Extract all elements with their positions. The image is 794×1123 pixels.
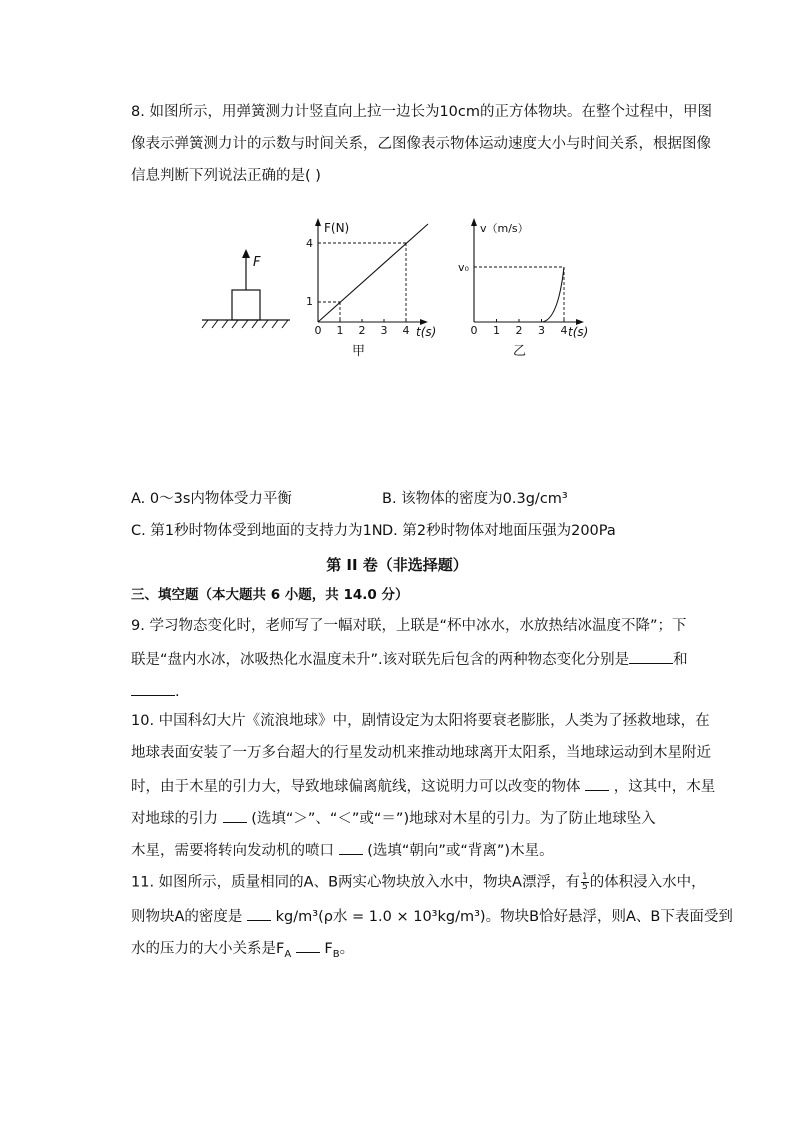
- q9-line-3: [131, 681, 180, 701]
- graph-jia-ytick-4: 4: [306, 237, 313, 250]
- q11-blank-2[interactable]: [296, 938, 320, 953]
- graph-yi-xlabel: t(s): [568, 325, 589, 339]
- graph-jia-ytick-1: 1: [306, 295, 313, 308]
- option-a: A. 0～3s内物体受力平衡: [131, 491, 292, 507]
- graph-yi-ytick-v0: v₀: [458, 261, 469, 274]
- q10-line-3: [131, 776, 715, 796]
- q10-blank-2[interactable]: [223, 808, 247, 823]
- ground-hatch: [202, 320, 288, 328]
- graph-yi-y-arrow: [471, 218, 477, 226]
- graph-jia-xtick-3: 3: [380, 324, 388, 337]
- graph-jia-xtick-0: 0: [314, 324, 322, 337]
- q9-blank-1[interactable]: [629, 649, 673, 664]
- cube-block: [232, 290, 260, 320]
- graph-yi-caption: 乙: [513, 344, 527, 359]
- block-force-figure: [198, 246, 294, 330]
- q11-fraction: [581, 873, 589, 892]
- q10-line-4b: (选填“＞”、“＜”或“＝”)地球对木星的引力。为了防止地球坠入: [251, 811, 656, 827]
- graph-jia-xtick-1: 1: [336, 324, 344, 337]
- q10-line-2: 地球表面安装了一万多台超大的行星发动机来推动地球离开太阳系，当地球运动到木星附近: [131, 745, 711, 761]
- q11-line-3a: 水的压力的大小关系是F: [131, 941, 285, 957]
- graph-jia-xtick-4: 4: [402, 324, 410, 337]
- graph-jia: [296, 214, 446, 364]
- graph-yi-xtick-0: 0: [470, 324, 478, 337]
- q8-line-1: 8. 如图所示，用弹簧测力计竖直向上拉一边长为10cm的正方体物块。在整个过程中，甲图: [131, 104, 712, 120]
- option-b: B. 该物体的密度为0.3g/cm³: [382, 491, 568, 507]
- q11-sub-b: B: [332, 948, 340, 960]
- q9-line-3-end: .: [175, 684, 180, 700]
- q11-line-1a: 11. 如图所示，质量相同的A、B两实心物块放入水中，物块A漂浮，有: [131, 874, 580, 891]
- force-arrowhead: [242, 249, 250, 258]
- graph-jia-data-line: [318, 224, 428, 322]
- q11-line-2a: 则物块A的密度是: [131, 909, 243, 925]
- graph-yi-ylabel: v（m/s）: [480, 222, 529, 235]
- q11-sub-a: A: [284, 948, 292, 960]
- q8-line-2: 像表示弹簧测力计的示数与时间关系，乙图像表示物体运动速度大小与时间关系，根据图像: [131, 136, 711, 152]
- q9-line-2a: 联是“盘内水冰，冰吸热化水温度未升”.该对联先后包含的两种物态变化分别是: [131, 652, 630, 668]
- q10-line-4a: 对地球的引力: [131, 811, 218, 827]
- part3-heading: 三、填空题（本大题共 6 小题，共 14.0 分）: [131, 587, 409, 603]
- q10-line-5b: (选填“朝向”或“背离”)木星。: [367, 843, 554, 859]
- q9-line-2b: 和: [673, 652, 688, 668]
- graph-yi-xtick-4: 4: [560, 324, 568, 337]
- graph-jia-caption: 甲: [352, 344, 366, 359]
- q11-line-1b: 的体积浸入水中，: [589, 874, 706, 891]
- q10-line-5: [131, 840, 554, 860]
- q10-line-3a: 时，由于木星的引力大，导致地球偏离航线，这说明力可以改变的物体: [131, 779, 581, 795]
- graph-yi-xtick-3: 3: [538, 324, 545, 337]
- q11-frac-num: 1: [581, 872, 588, 882]
- q11-blank-1[interactable]: [247, 906, 271, 921]
- q11-line-2b: kg/m³(ρ水 = 1.0 × 10³kg/m³)。物块B恰好悬浮，则A、B下表面受到: [275, 909, 733, 925]
- graph-yi-xtick-2: 2: [515, 324, 523, 337]
- graph-jia-y-arrow: [315, 218, 321, 226]
- q8-line-3: 信息判断下列说法正确的是( ): [131, 168, 321, 184]
- graph-jia-ylabel: F(N): [324, 221, 350, 235]
- q11-line-3c: F: [324, 941, 333, 957]
- section-title: 第 II 卷（非选择题）: [326, 556, 468, 574]
- force-label: F: [253, 255, 261, 270]
- q11-line-2: [131, 906, 733, 926]
- graph-yi-xtick-1: 1: [493, 324, 500, 337]
- q10-blank-3[interactable]: [339, 840, 363, 855]
- q9-line-2: [131, 649, 688, 669]
- q10-blank-1[interactable]: [585, 776, 609, 791]
- q9-blank-2[interactable]: [131, 681, 175, 696]
- graph-yi: [452, 214, 602, 364]
- option-d: D. 第2秒时物体对地面压强为200Pa: [382, 523, 616, 539]
- q9-line-1: 9. 学习物态变化时，老师写了一幅对联，上联是“杯中冰水，水放热结冰温度不降”；下: [131, 618, 687, 634]
- graph-jia-xtick-2: 2: [358, 324, 366, 337]
- option-c: C. 第1秒时物体受到地面的支持力为1N: [131, 523, 383, 539]
- q10-line-3b: ，这其中，木星: [613, 779, 716, 795]
- q11-line-1: [131, 873, 706, 892]
- q10-line-4: [131, 808, 656, 828]
- q10-line-1: 10. 中国科幻大片《流浪地球》中，剧情设定为太阳将要衰老膨胀，人类为了拯救地球，在: [131, 713, 710, 729]
- q10-line-5a: 木星，需要将转向发动机的喷口: [131, 843, 334, 859]
- q11-frac-den: 5: [581, 882, 588, 892]
- graph-jia-xlabel: t(s): [416, 325, 437, 339]
- q11-line-3: 水的压力的大小关系是$F_A$ $F_B$。: [131, 938, 354, 964]
- graph-yi-data-curve: [474, 267, 564, 322]
